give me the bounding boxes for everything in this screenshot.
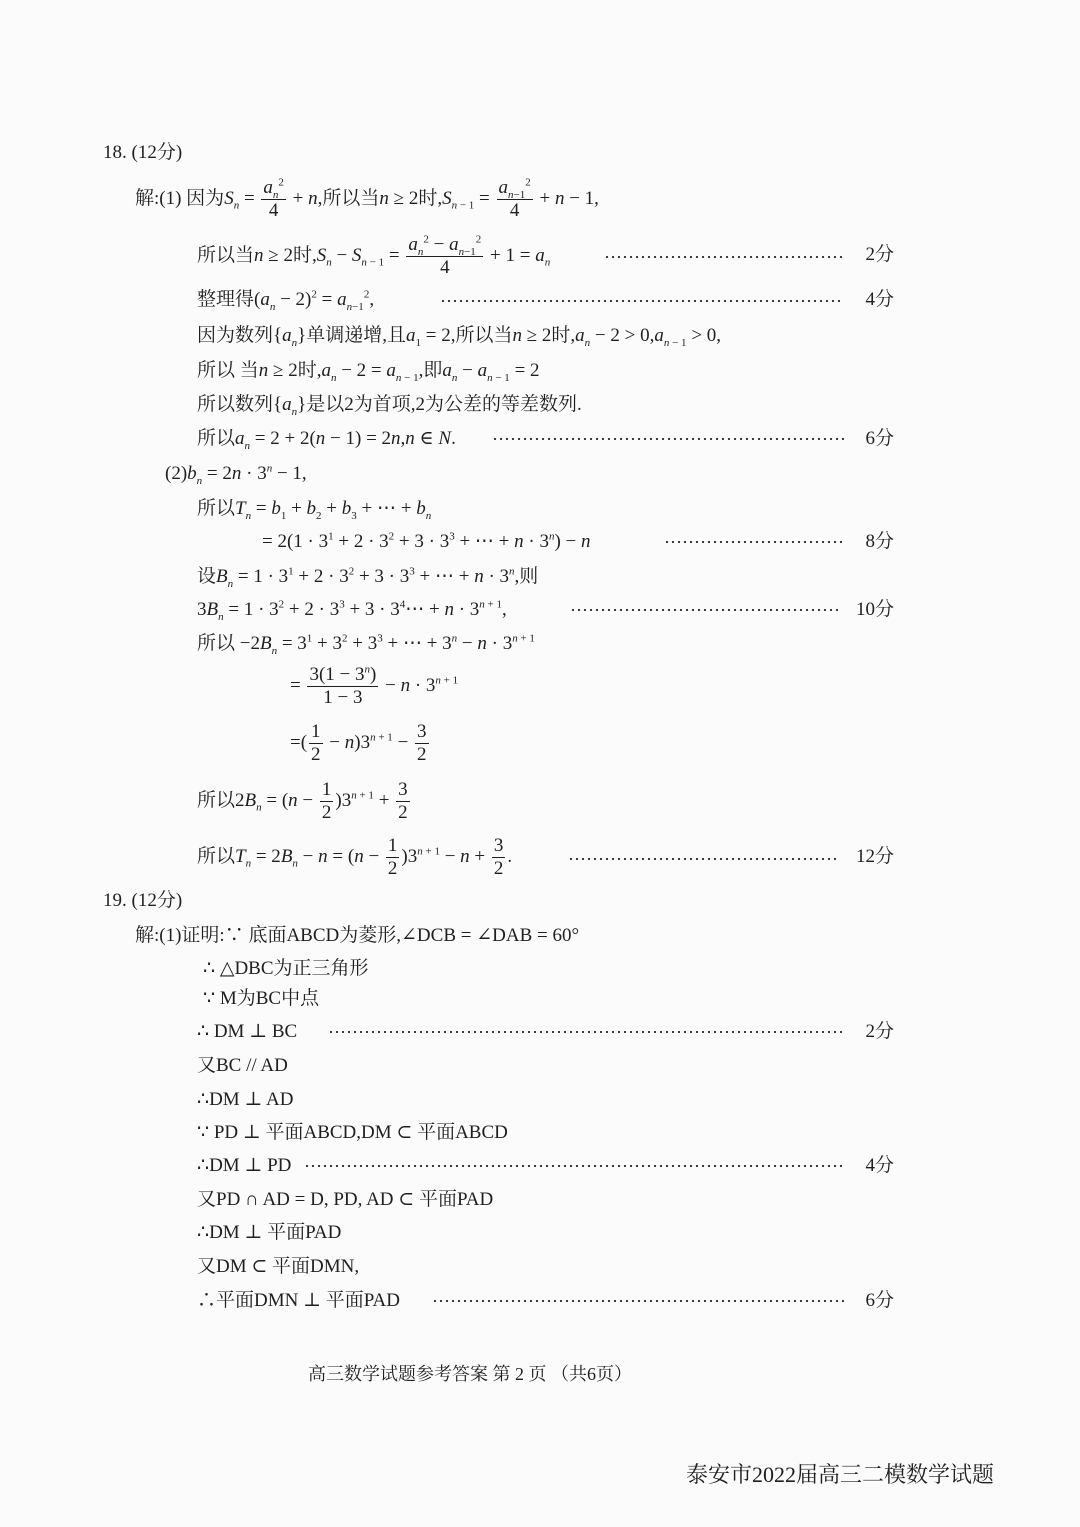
leader-dots [304, 1164, 844, 1168]
q19-score-4: 4分 [865, 1155, 894, 1176]
q19-line-8: ∴DM ⊥ PD [197, 1155, 292, 1176]
leader-dots [568, 857, 838, 861]
leader-dots [570, 608, 838, 612]
q18-solution-label: 解:(1) 因为 [135, 187, 225, 209]
page-footer: 高三数学试题参考答案 第 2 页 （共6页） [308, 1364, 632, 1384]
q19-line-10: ∴DM ⊥ 平面PAD [197, 1222, 342, 1243]
q18-score-4: 4分 [865, 289, 894, 310]
leader-dots [664, 540, 844, 544]
q18-line-7: 所以$a_n = 2 + 2(n - 1) = 2n,n$ ∈ N. [197, 428, 456, 452]
q19-line-7: ∵ PD ⊥ 平面ABCD,DM ⊂ 平面ABCD [197, 1122, 508, 1143]
q18-part2-label: (2) [165, 463, 188, 484]
q18-line-2: 所以当n ≥ 2时$,S_n - S_{n - 1}$ = $\frac{a_n^2 - a_{n-1}^2}{4}$ + $1 = a_n$ [197, 233, 551, 278]
q18-line-10: = $2(1 \cdot 3^1 + 2 \cdot 3^2 + 3 \cdot 3^3$ + ⋯ + $n \cdot 3^n) - n$ [262, 530, 591, 552]
leader-dots [440, 299, 844, 303]
q19-line-4: ∴ DM ⊥ BC [197, 1021, 298, 1042]
q18-line-11: 设$B_n = 1 \cdot 3^1 + 2 \cdot 3^2 + 3 \cdot 3^3$ + ⋯ + $n \cdot 3^n$,则 [197, 565, 539, 590]
q18-line-9: 所以$T_n = b_1 + b_2 + b_3$ + ⋯ + $b_n$ [197, 498, 432, 522]
q18-line-12: $3B_n = 1 \cdot 3^2 + 2 \cdot 3^3 + 3$ · $3^4\cdots + n \cdot 3^{n + 1}$, [197, 598, 507, 623]
q18-score-12: 12分 [855, 846, 894, 867]
q19-line-2: ∴ △DBC为正三角形 [203, 958, 369, 979]
q19-header: 19. (12分) [103, 890, 183, 911]
q18-line-6: 所以数列$\{a_n\}$是以2为首项,2为公差的等差数列. [197, 394, 582, 418]
q19-score-2: 2分 [865, 1021, 894, 1042]
q18-line-17: 所以$T_n = 2B_n - n = (n$ − $\frac{1}{2}$ )$3^{n + 1} - n$ + $\frac{3}{2}$ . [197, 835, 513, 879]
q18-score-2: 2分 [865, 244, 894, 265]
q19-score-6: 6分 [865, 1290, 894, 1311]
q19-line-1: 解:(1)证明:∵ 底面ABCD为菱形,∠DCB = ∠DAB = 60° [135, 925, 580, 946]
watermark-caption: 泰安市2022届高三二模数学试题 [686, 1462, 995, 1487]
q18-line-15: =( $\frac{1}{2}$ − $n)3^{n + 1}$ − $\frac{3}{2}$ [290, 721, 427, 765]
q18-line-16: 所以$2B_n = (n$ − $\frac{1}{2}$ )$3^{n + 1}$ + $\frac{3}{2}$ [197, 779, 408, 823]
leader-dots [492, 437, 844, 441]
q19-line-11: 又DM ⊂ 平面DMN, [197, 1256, 360, 1277]
q19-line-9: 又PD ∩ AD = D, PD, AD ⊂ 平面PAD [197, 1189, 494, 1210]
q19-line-3: ∵ M为BC中点 [203, 988, 320, 1009]
leader-dots [432, 1299, 844, 1303]
q18-score-6: 6分 [865, 428, 894, 449]
q18-line-13: 所以 $-2B_n = 3^1 + 3^2 + 3^3$ + ⋯ + $3^n - n \cdot 3^{n + 1}$ [197, 632, 535, 657]
q18-line-8: $(2)b_n = 2n \cdot 3^n - 1$, [165, 462, 307, 487]
q18-header: 18. (12分) [103, 142, 183, 163]
q19-line-5: 又BC // AD [197, 1055, 288, 1076]
q19-line-6: ∴DM ⊥ AD [197, 1089, 294, 1110]
leader-dots [328, 1030, 844, 1034]
q18-score-8: 8分 [865, 531, 894, 552]
q18-score-10: 10分 [855, 599, 894, 620]
q18-line-14: = $\frac{3(1 - 3^n)}{1 - 3}$ − $n \cdot 3^{n + 1}$ [290, 663, 459, 708]
q18-line-5: 所以 当n ≥ 2时$,a_n - 2 = a_{n - 1}$,即$a_n - a_{n - 1} = 2$ [197, 360, 540, 384]
q18-line-4: 因为数列$\{a_n\}$单调递增,且$a_1 = 2$,所以当n ≥ 2时$,a_n - 2 > 0,a_{n - 1} > 0$, [197, 325, 722, 349]
q18-line-1: 解:(1) 因为$S_n$ = $\frac{a_n^2}{4}$ + n,所以当n ≥ 2时$,S_{n - 1}$ = $\frac{a_{n-1}^2}{4}$ + n − 1, [135, 176, 599, 221]
q18-line-3: 整理得$(a_n - 2)^2 = a_{n-1}^2$, [197, 288, 375, 313]
q19-line-12: ∴平面DMN ⊥ 平面PAD [197, 1290, 400, 1311]
leader-dots [604, 255, 844, 259]
